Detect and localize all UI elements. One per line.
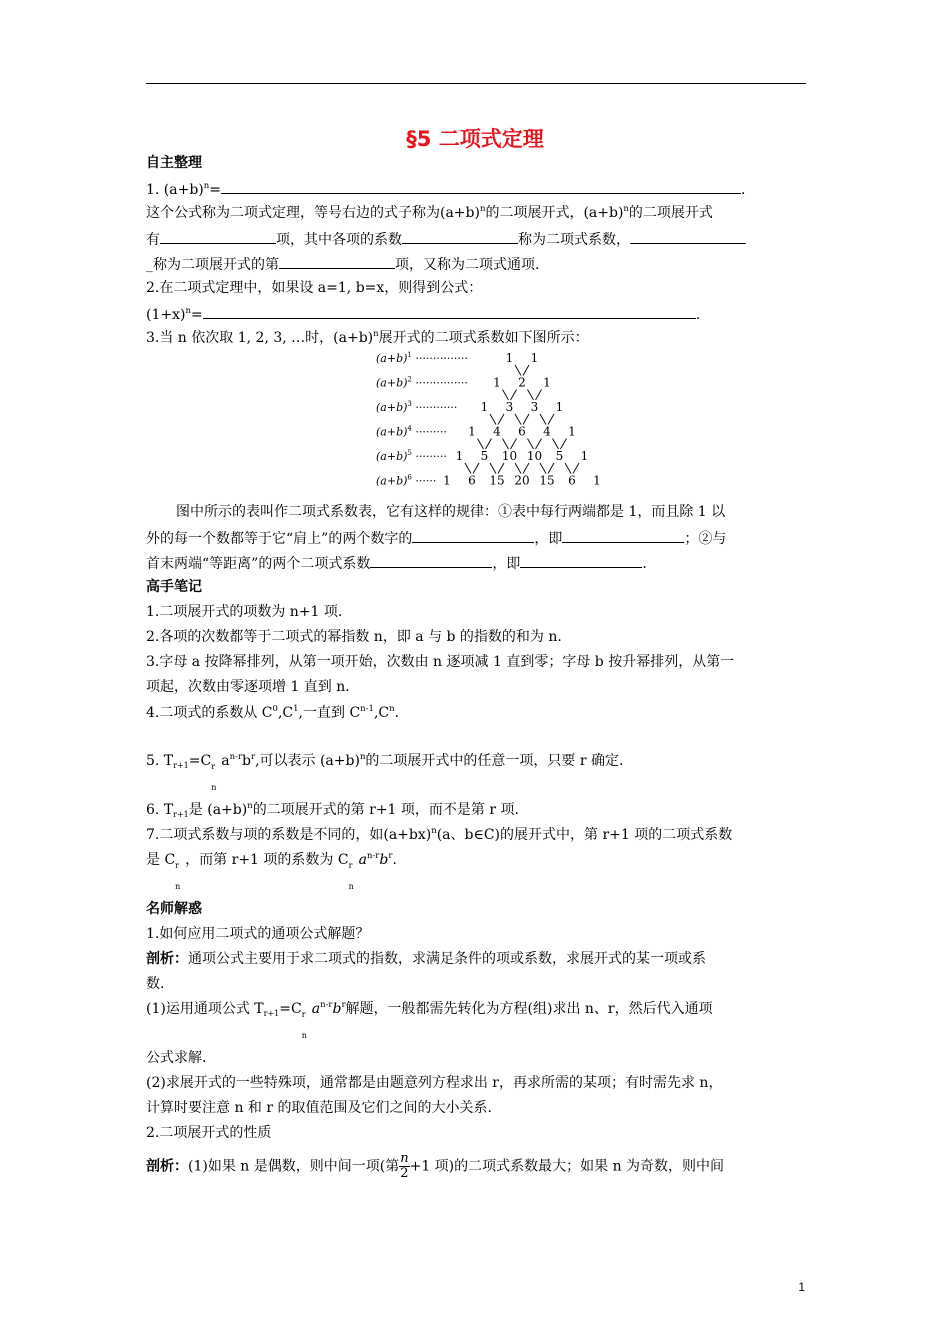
page-title: §5 二项式定理 bbox=[406, 127, 544, 151]
triangle-row-label: $(a+b)^5$ ········· bbox=[376, 449, 447, 463]
fill-blank[interactable] bbox=[160, 229, 276, 244]
paragraph-line: 外的每一个数都等于它“肩上”的两个数字的 ，即 ；②与 bbox=[146, 528, 726, 548]
triangle-link bbox=[565, 463, 571, 474]
triangle-row-label: $(a+b)^2$ ··············· bbox=[376, 375, 468, 390]
triangle-link bbox=[548, 463, 554, 474]
triangle-coefficient: 1 bbox=[480, 400, 489, 414]
paragraph-line: 这个公式称为二项式定理，等号右边的式子称为$(a+b)^n$的二项展开式，$(a+b)^n$的二项展开式 bbox=[146, 204, 713, 221]
triangle-link bbox=[536, 439, 542, 450]
triangle-link bbox=[523, 463, 529, 474]
paragraph-line: 有 项，其中各项的系数 称为二项式系数， bbox=[146, 229, 746, 249]
note-3a: 3.字母 a 按降幂排列，从第一项开始，次数由 n 逐项减 1 直到零；字母 b 按升幂排列，从第一 bbox=[146, 654, 735, 670]
triangle-link bbox=[511, 390, 517, 401]
triangle-coefficient: 15 bbox=[539, 473, 555, 488]
triangle-coefficient: 6 bbox=[468, 473, 476, 488]
triangle-coefficient: 1 bbox=[593, 473, 601, 488]
analysis-1-point-1-cont: 公式求解. bbox=[146, 1050, 207, 1066]
triangle-coefficient: 1 bbox=[568, 424, 576, 439]
note-5: 5. $T_{r+1}=C$ r n $a^{n-r}b^r$,可以表示 $(a+b)^n$的二项展开式中的任意一项，只要 r 确定. bbox=[146, 752, 624, 792]
note-4: 4.二项式的系数从 $C^0,C^1$,一直到 $C^{n-1},C^n$. bbox=[146, 704, 400, 721]
triangle-coefficient: 3 bbox=[530, 400, 539, 414]
triangle-coefficient: 4 bbox=[493, 424, 501, 439]
triangle-coefficient: 1 bbox=[443, 473, 451, 488]
fill-blank[interactable] bbox=[412, 528, 534, 543]
triangle-coefficient: 1 bbox=[580, 449, 589, 463]
triangle-coefficient: 1 bbox=[530, 351, 539, 365]
triangle-coefficient: 1 bbox=[555, 400, 564, 414]
analysis-1-cont: 数. bbox=[146, 976, 165, 992]
triangle-coefficient: 5 bbox=[555, 449, 564, 463]
triangle-coefficient: 6 bbox=[518, 424, 526, 439]
analysis-1: 剖析：通项公式主要用于求二项式的指数，求满足条件的项或系数，求展开式的某一项或系 bbox=[146, 951, 706, 967]
triangle-coefficient: 1 bbox=[505, 351, 514, 365]
pascal-triangle-figure bbox=[376, 346, 601, 492]
triangle-link bbox=[503, 439, 509, 450]
triangle-link bbox=[536, 390, 542, 401]
triangle-coefficient: 20 bbox=[514, 473, 530, 488]
top-rule bbox=[146, 83, 806, 84]
question-2: 2.二项展开式的性质 bbox=[146, 1125, 272, 1141]
analysis-2: 剖析：(1)如果 n 是偶数，则中间一项(第 $\frac{n}{2}$ +1 项)的二项式系数最大；如果 n 为奇数，则中间 bbox=[146, 1151, 725, 1181]
triangle-link bbox=[490, 414, 496, 425]
triangle-link bbox=[523, 365, 529, 376]
triangle-coefficient: 2 bbox=[518, 375, 526, 390]
triangle-link bbox=[486, 439, 492, 450]
triangle-row-label: $(a+b)^3$ ············ bbox=[376, 400, 458, 414]
triangle-link bbox=[465, 463, 471, 474]
triangle-link bbox=[478, 439, 484, 450]
section-heading-teacher: 名师解惑 bbox=[146, 901, 202, 917]
triangle-link bbox=[515, 365, 521, 376]
page-number: 1 bbox=[798, 1280, 805, 1294]
triangle-coefficient: 1 bbox=[543, 375, 551, 390]
triangle-link bbox=[528, 390, 534, 401]
triangle-link bbox=[553, 439, 559, 450]
analysis-1-point-2: (2)求展开式的一些特殊项，通常都是由题意列方程求出 r，再求所需的某项；有时需先求 n， bbox=[146, 1075, 723, 1091]
fill-blank[interactable] bbox=[221, 179, 741, 194]
fill-blank[interactable] bbox=[520, 553, 642, 568]
triangle-coefficient: 1 bbox=[493, 375, 501, 390]
item-3-line: 3.当 n 依次取 1, 2, 3, …时，$(a+b)^n$展开式的二项式系数如下图所示： bbox=[146, 329, 589, 346]
item-2-line: 2.在二项式定理中，如果设 a=1, b=x，则得到公式： bbox=[146, 280, 483, 296]
triangle-link bbox=[511, 439, 517, 450]
triangle-link bbox=[540, 414, 546, 425]
fill-blank[interactable] bbox=[370, 553, 492, 568]
triangle-coefficient: 6 bbox=[568, 473, 576, 488]
triangle-link bbox=[473, 463, 479, 474]
triangle-link bbox=[523, 414, 529, 425]
triangle-link bbox=[528, 439, 534, 450]
formula-line: $(1+x)^n=$ . bbox=[146, 306, 701, 323]
triangle-link bbox=[503, 390, 509, 401]
note-7-cont: 是 C r n ，而第 r+1 项的系数为 C r n $a^{n-r}b^r$. bbox=[146, 851, 397, 891]
note-3b: 项起，次数由零逐项增 1 直到 n. bbox=[146, 679, 350, 695]
fill-blank[interactable] bbox=[203, 304, 696, 319]
fill-blank[interactable] bbox=[562, 528, 684, 543]
section-heading-self-study: 自主整理 bbox=[146, 155, 202, 171]
note-2: 2.各项的次数都等于二项式的幂指数 n，即 a 与 b 的指数的和为 n. bbox=[146, 629, 562, 645]
triangle-link bbox=[561, 439, 567, 450]
fill-blank[interactable] bbox=[279, 254, 395, 269]
triangle-row-label: $(a+b)^1$ ··············· bbox=[376, 351, 468, 365]
triangle-link bbox=[548, 414, 554, 425]
triangle-coefficient: 15 bbox=[489, 473, 505, 488]
fraction-n-over-2: $\frac{n}{2}$ bbox=[400, 1151, 409, 1181]
triangle-row-label: $(a+b)^4$ ········· bbox=[376, 424, 447, 439]
triangle-coefficient: 10 bbox=[526, 449, 543, 463]
triangle-coefficient: 4 bbox=[543, 424, 551, 439]
triangle-row-label: $(a+b)^6$ ······ bbox=[376, 473, 437, 488]
triangle-link bbox=[490, 463, 496, 474]
triangle-coefficient: 1 bbox=[468, 424, 476, 439]
question-1: 1.如何应用二项式的通项公式解题？ bbox=[146, 926, 370, 942]
note-6: 6. $T_{r+1}$是 $(a+b)^n$的二项展开式的第 r+1 项，而不是第 r 项. bbox=[146, 801, 519, 819]
analysis-1-point-2-cont: 计算时要注意 n 和 r 的取值范围及它们之间的大小关系. bbox=[146, 1100, 492, 1116]
analysis-1-point-1: (1)运用通项公式 $T_{r+1}=C$ r n $a^{n-r}b^r$解题，一般都需先转化为方程(组)求出 n、r，然后代入通项 bbox=[146, 1000, 713, 1040]
fill-blank[interactable] bbox=[402, 229, 518, 244]
note-1: 1.二项展开式的项数为 n+1 项. bbox=[146, 604, 343, 620]
triangle-link bbox=[498, 463, 504, 474]
item-1-line: 1. $(a+b)^n=$ . bbox=[146, 181, 746, 198]
paragraph-line: 首末两端“等距离”的两个二项式系数 ，即 . bbox=[146, 553, 647, 573]
triangle-link bbox=[540, 463, 546, 474]
paragraph-line: 图中所示的表叫作二项式系数表，它有这样的规律：①表中每行两端都是 1，而且除 1 以 bbox=[176, 504, 726, 520]
paragraph-line: _称为二项展开式的第 项，又称为二项式通项. bbox=[146, 254, 539, 274]
triangle-link bbox=[498, 414, 504, 425]
fill-blank[interactable] bbox=[630, 229, 746, 244]
section-heading-notes: 高手笔记 bbox=[146, 579, 202, 595]
triangle-coefficient: 10 bbox=[501, 449, 518, 463]
triangle-coefficient: 1 bbox=[455, 449, 464, 463]
triangle-link bbox=[573, 463, 579, 474]
triangle-link bbox=[515, 414, 521, 425]
triangle-coefficient: 3 bbox=[505, 400, 514, 414]
triangle-coefficient: 5 bbox=[480, 449, 489, 463]
triangle-link bbox=[515, 463, 521, 474]
note-7: 7.二项式系数与项的系数是不同的，如$(a+bx)^n(a$、b∈C)的展开式中，第 r+1 项的二项式系数 bbox=[146, 826, 733, 843]
